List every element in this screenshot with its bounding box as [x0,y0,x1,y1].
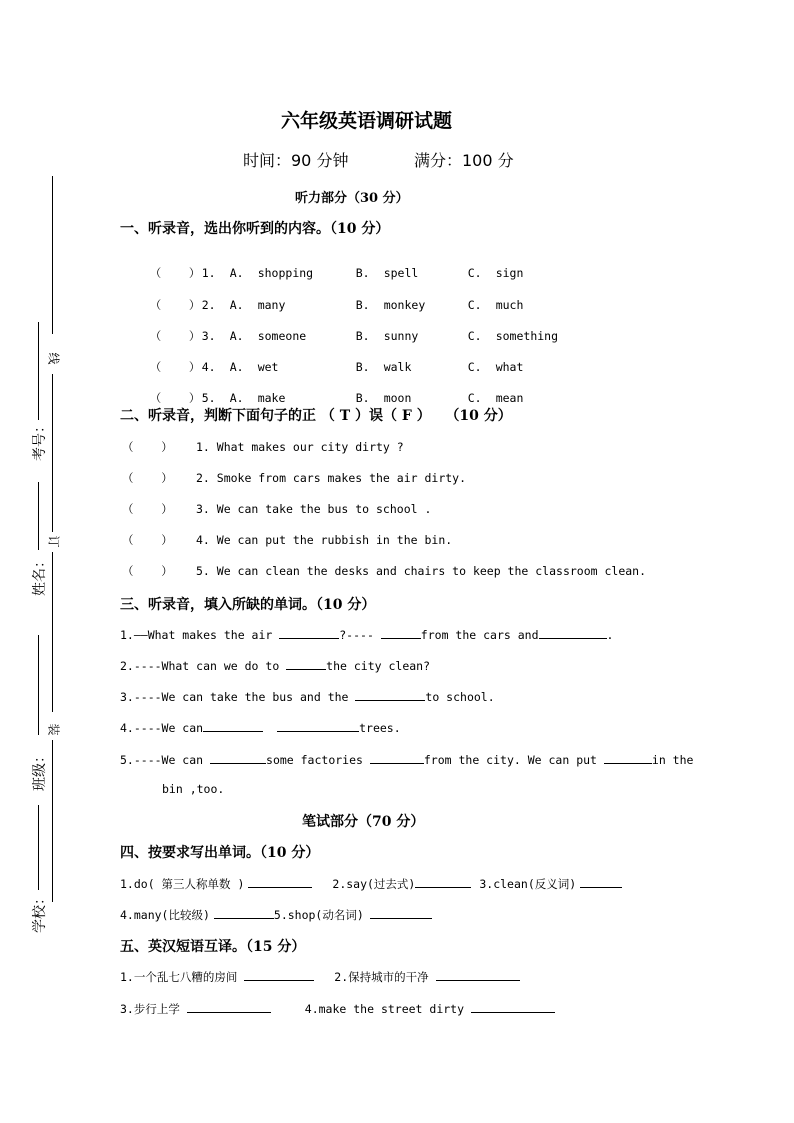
option-a-label: A. [229,391,244,405]
school-label: 学校： [32,891,48,933]
word-question-row-1 [120,875,622,892]
question-text: to school. [425,690,495,704]
blank[interactable] [279,626,339,639]
answer-paren: （ ） [149,298,201,312]
option-b-label: B. [355,266,370,280]
blank[interactable] [539,626,607,639]
option-c: mean [495,391,524,405]
question-text: the city clean? [326,659,431,673]
question-text: 1.do( 第三人称单数 ) [120,877,245,891]
answer-paren: （ ） [122,564,173,578]
question-text: 1.——What makes the air [120,628,280,642]
statement-text: 5. We can clean the desks and chairs to keep the classroom clean. [196,564,647,578]
section4-heading: 四、按要求写出单词。（10 分） [120,845,320,861]
answer-paren: （ ） [122,502,173,516]
fill-question-3 [120,688,495,704]
question-text: from the city. We can put [423,753,604,767]
question-text: 4.many(比较级) [120,908,210,922]
blank[interactable] [370,906,432,919]
option-a: many [257,298,286,312]
option-b-label: B. [355,298,370,312]
option-a: shopping [257,266,314,280]
section1-heading: 一、听录音，选出你听到的内容。（10 分） [120,221,390,237]
question-text: . [606,628,614,642]
binding-xian: 线 [46,352,61,365]
question-text: from the cars and [420,628,539,642]
question-number: 5. [201,391,216,405]
option-c-label: C. [467,329,482,343]
blank[interactable] [214,906,274,919]
option-a-label: A. [229,298,244,312]
score-label: 满分：100 分 [414,151,514,170]
statement-text: 3. We can take the bus to school . [196,502,432,516]
answer-paren: （ ） [149,360,201,374]
answer-paren: （ ） [122,440,173,454]
blank[interactable] [277,719,359,732]
word-question-row-2 [120,906,432,923]
list-item [122,439,404,455]
statement-text: 1. What makes our city dirty ? [196,440,404,454]
statement-text: 4. We can put the rubbish in the bin. [196,533,453,547]
question-text: 1.一个乱七八糟的房间 [120,970,245,984]
blank[interactable] [355,688,425,701]
blank[interactable] [436,968,520,981]
option-b-label: B. [355,329,370,343]
blank[interactable] [415,875,471,888]
question-text: 3.----We can take the bus and the [120,690,356,704]
listening-header: 听力部分（30 分） [295,191,409,206]
section3-heading: 三、听录音，填入所缺的单词。（10 分） [120,597,376,613]
list-item [122,532,452,548]
question-text: some factories [266,753,370,767]
blank[interactable] [580,875,622,888]
option-a-label: A. [229,360,244,374]
option-a-label: A. [229,266,244,280]
option-b: monkey [383,298,426,312]
school-line [38,805,39,890]
phrase-question-row-1 [120,968,520,985]
binding-line-mid2 [52,552,53,712]
blank[interactable] [210,751,266,764]
option-a: wet [257,360,279,374]
question-text: 2.----What can we do to [120,659,287,673]
blank[interactable] [604,751,652,764]
option-b: moon [383,391,412,405]
option-c: much [495,298,524,312]
question-text: in the [651,753,694,767]
option-c-label: C. [467,298,482,312]
page-title: 六年级英语调研试题 [281,110,453,132]
exam-no-line [38,322,39,420]
blank[interactable] [381,626,421,639]
list-item [122,501,431,517]
option-c: sign [495,266,524,280]
question-number: 4. [201,360,216,374]
answer-paren: （ ） [122,533,173,547]
blank[interactable] [187,1000,271,1013]
section5-heading: 五、英汉短语互译。（15 分） [120,939,306,955]
question-number: 3. [201,329,216,343]
question-text: 2.say(过去式) [332,877,416,891]
question-text: trees. [359,721,401,735]
fill-question-5 [120,751,693,767]
option-b: sunny [383,329,419,343]
blank[interactable] [248,875,312,888]
question-text: 3.clean(反义词) [479,877,577,891]
option-c-label: C. [467,360,482,374]
time-label: 时间：90 分钟 [243,151,349,170]
option-a: make [257,391,286,405]
option-c-label: C. [467,266,482,280]
binding-line-top [52,176,53,334]
fill-question-1 [120,626,613,642]
option-b: walk [383,360,412,374]
answer-paren: （ ） [122,471,173,485]
question-number: 2. [201,298,216,312]
binding-ding: 订 [46,535,61,548]
option-c: something [495,329,559,343]
phrase-question-row-2 [120,1000,555,1017]
binding-line-bottom [52,740,53,902]
exam-no-label: 考号： [32,419,48,461]
option-c: what [495,360,524,374]
question-text: 4.----We can [120,721,204,735]
binding-zhuang: 装 [46,723,61,736]
list-item [122,563,646,579]
blank[interactable] [471,1000,555,1013]
option-a: someone [257,329,307,343]
list-item [122,470,466,486]
section2-heading: 二、听录音，判断下面句子的正 （ T ）误（ F ） （10 分） [120,408,512,424]
option-b-label: B. [355,360,370,374]
class-line [38,635,39,735]
option-b-label: B. [355,391,370,405]
question-number: 1. [201,266,216,280]
name-label: 姓名： [32,554,48,596]
option-c-label: C. [467,391,482,405]
blank[interactable] [286,657,326,670]
name-line [38,482,39,550]
question-text: ?---- [339,628,381,642]
question-text: 5.----We can [120,753,211,767]
blank[interactable] [203,719,263,732]
question-text: 5.shop(动名词) [273,908,364,922]
fill-question-2 [120,657,430,673]
class-label: 班级： [32,749,48,791]
question-text: 3.步行上学 [120,1002,187,1016]
blank[interactable] [370,751,424,764]
statement-text: 2. Smoke from cars makes the air dirty. [196,471,467,485]
fill-question-5-cont: bin ,too. [162,782,225,796]
answer-paren: （ ） [149,329,201,343]
fill-question-4 [120,719,401,735]
answer-paren: （ ） [149,391,201,405]
writing-header: 笔试部分（70 分） [302,814,425,830]
question-text: 2.保持城市的干净 [334,970,436,984]
answer-paren: （ ） [149,266,201,280]
question-text: 4.make the street dirty [304,1002,471,1016]
blank[interactable] [244,968,314,981]
option-b: spell [383,266,419,280]
binding-line-mid1 [52,374,53,532]
option-a-label: A. [229,329,244,343]
